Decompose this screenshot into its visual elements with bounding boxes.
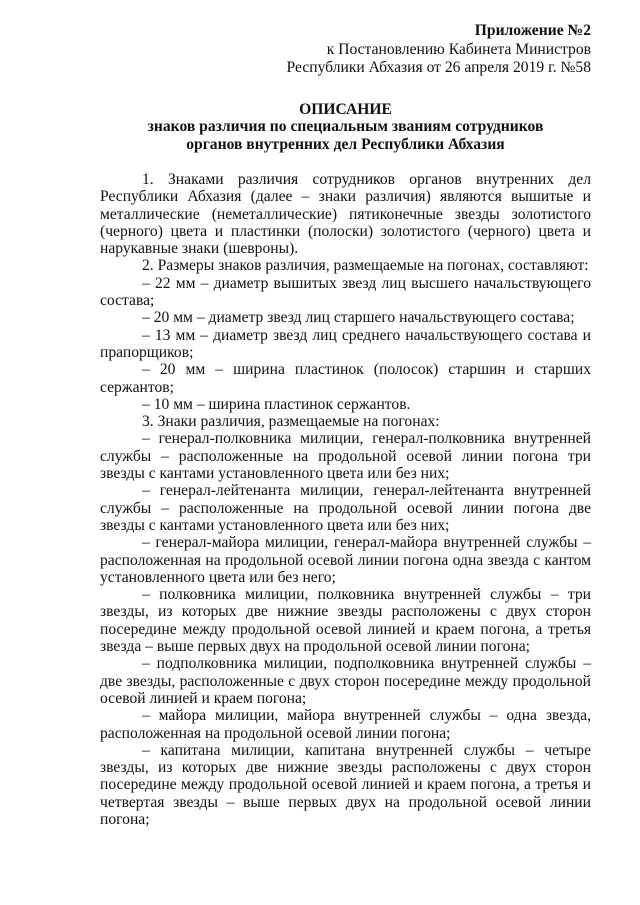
- paragraph: – генерал-полковника милиции, генерал-полковника внутренней службы – расположенные на продольной осевой линии погона три звезды с кантами установленного цвета или без них;: [100, 430, 591, 483]
- paragraph: – 10 мм – ширина пластинок сержантов.: [142, 395, 411, 413]
- paragraph: – капитана милиции, капитана внутренней службы – четыре звезды, из которых две нижние звезды расположены с двух сторон посередине между продольной осевой линией и краем погона, а третья и четвертая звезды – выше первых двух на продольной осевой линии погона;: [100, 741, 591, 828]
- appendix-reference-line-1: к Постановлению Кабинета Министров: [326, 40, 591, 58]
- paragraph: – генерал-лейтенанта милиции, генерал-лейтенанта внутренней службы – расположенные на продольной осевой линии погона две звезды с кантами установленного цвета или без них;: [100, 482, 591, 534]
- document-body: [100, 171, 591, 828]
- paragraph: – 20 мм – диаметр звезд лиц старшего начальствующего состава;: [142, 309, 575, 327]
- paragraph: – 13 мм – диаметр звезд лиц среднего начальствующего состава и прапорщиков;: [100, 326, 591, 361]
- document-subtitle-line-2: органов внутренних дел Республики Абхазия: [186, 135, 505, 153]
- paragraph: 3. Знаки различия, размещаемые на погонах:: [142, 413, 440, 431]
- document-subtitle-line-1: знаков различия по специальным званиям сотрудников: [147, 118, 544, 135]
- paragraph: – майора милиции, майора внутренней службы – одна звезда, расположенная на продольной осевой линии погона;: [100, 707, 591, 742]
- paragraph: – 22 мм – диаметр вышитых звезд лиц высшего начальствующего состава;: [100, 274, 591, 310]
- paragraph: 2. Размеры знаков различия, размещаемые на погонах, составляют:: [142, 257, 589, 275]
- paragraph: 1. Знаками различия сотрудников органов внутренних дел Республики Абхазия (далее – знаки различия) являются вышитые и металлические (неметаллические) пятиконечные звезды золотистого (черного) цвета и пластинки (полоски) золотистого (черного) цвета и нарукавные знаки (шевроны).: [100, 171, 591, 258]
- document-title: ОПИСАНИЕ: [299, 100, 392, 118]
- paragraph: – полковника милиции, полковника внутренней службы – три звезды, из которых две нижние звезды расположены с двух сторон посередине между продольной осевой линией и краем погона, а третья звезда – выше первых двух на продольной осевой линии погона;: [100, 586, 591, 656]
- paragraph: – подполковника милиции, подполковника внутренней службы – две звезды, расположенные с двух сторон посередине между продольной осевой линией и краем погона;: [100, 655, 591, 707]
- document-page: [100, 22, 591, 828]
- paragraph: – генерал-майора милиции, генерал-майора внутренней службы – расположенная на продольной осевой линии погона одна звезда с кантом установленного цвета или без него;: [100, 534, 591, 586]
- appendix-header: [100, 22, 591, 78]
- appendix-number: Приложение №2: [474, 22, 591, 39]
- paragraph: – 20 мм – ширина пластинок (полосок) старшин и старших сержантов;: [100, 361, 591, 396]
- appendix-reference-line-2: Республики Абхазия от 26 апреля 2019 г. №58: [286, 59, 591, 76]
